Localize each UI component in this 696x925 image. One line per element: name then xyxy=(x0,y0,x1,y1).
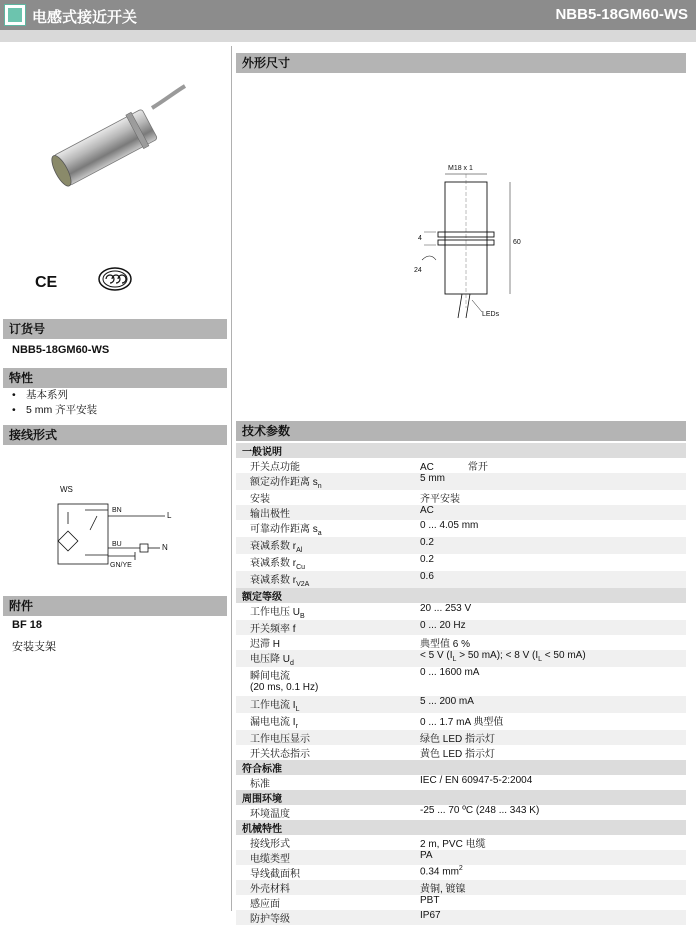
spec-row: 工作电流 $I_L$ 5 ... 200 mA xyxy=(236,696,686,713)
accessories-heading: 附件 xyxy=(3,596,227,616)
connection-heading: 接线形式 xyxy=(3,425,227,445)
wiring-label: WS xyxy=(60,485,73,494)
nut-label: 4 xyxy=(418,235,422,242)
wire-bu-label: BU xyxy=(112,541,122,548)
spec-row: 衰减系数 $r_{V2A}$ 0.6 xyxy=(236,571,686,588)
spec-row: 开关点功能 AC 常开 xyxy=(250,462,488,473)
spec-group-header: 周围环境 xyxy=(236,790,686,805)
certification-marks xyxy=(30,265,150,295)
spec-row: 电压降 $U_d$ < 5 V ($I_L > 50$ mA); < 8 V ($I_L < 50$ mA) xyxy=(236,650,686,667)
order-number: NBB5-18GM60-WS xyxy=(12,344,110,356)
spec-row: 漏电电流 $I_r$ 0 ... 1.7 mA 典型值 xyxy=(250,717,504,730)
model-number: NBB5-18GM60-WS xyxy=(555,6,688,23)
spec-group-header: 符合标准 xyxy=(236,760,686,775)
thread-label: M18 x 1 xyxy=(448,165,473,172)
spec-group-header: 一般说明 xyxy=(236,443,686,458)
spec-group-header: 机械特性 xyxy=(236,820,686,835)
feature-item: • 5 mm 齐平安装 xyxy=(12,403,97,418)
accessory-item: BF 18 xyxy=(12,619,42,631)
spec-row: 感应面 PBT xyxy=(250,895,440,910)
ce-mark-icon: CE xyxy=(35,274,58,291)
brand-logo-icon xyxy=(4,4,26,26)
header-subbar xyxy=(0,30,696,42)
spec-row: 瞬间电流 (20 ms, 0.1 Hz) 0 ... 1600 mA xyxy=(250,667,480,693)
spec-row: 接线形式 2 m, PVC 电缆 xyxy=(250,839,486,850)
spec-row: 衰减系数 $r_{Cu}$ 0.2 xyxy=(250,554,434,571)
wire-bn-label: BN xyxy=(112,507,122,514)
dimensions-heading: 外形尺寸 xyxy=(236,53,686,73)
leds-label: LEDs xyxy=(482,311,500,318)
ccc-mark-icon xyxy=(99,268,131,290)
spec-table xyxy=(236,443,686,925)
spec-row: 防护等级 IP67 xyxy=(236,910,686,925)
spec-row: 迟滞 H 典型值 6 % xyxy=(250,639,471,650)
spec-row: 工作电压 $U_B$ 20 ... 253 V xyxy=(250,603,472,620)
page-title: 电感式接近开关 xyxy=(32,9,138,26)
order-heading: 订货号 xyxy=(3,319,227,339)
spec-row: 电缆类型 PA xyxy=(236,850,686,865)
wire-l-label: L xyxy=(167,511,172,520)
spec-row: 衰减系数 $r_{Al}$ 0.2 xyxy=(236,537,686,554)
spec-row: 安装 齐平安装 xyxy=(250,494,460,505)
accessory-desc: 安装支架 xyxy=(12,641,56,653)
spec-group-header: 额定等级 xyxy=(236,588,686,603)
wire-n-label: N xyxy=(162,543,168,552)
spec-row: 外壳材料 黄铜, 镀镍 xyxy=(236,880,686,895)
spec-row: 标准 IEC / EN 60947-5-2:2004 xyxy=(250,775,533,790)
wiring-diagram xyxy=(50,480,190,575)
spec-row: 开关频率 f 0 ... 20 Hz xyxy=(236,620,686,635)
features-list xyxy=(12,388,97,418)
spec-row: 可靠动作距离 $s_a$ 0 ... 4.05 mm xyxy=(250,520,479,537)
specs-heading: 技术参数 xyxy=(236,421,686,441)
length-label: 60 xyxy=(513,239,521,246)
feature-item: • 基本系列 xyxy=(12,388,97,403)
spec-row: 额定动作距离 $s_n$ 5 mm xyxy=(236,473,686,490)
dimension-drawing xyxy=(400,160,530,330)
wrench-label: 24 xyxy=(414,267,422,274)
spec-row: 工作电压显示 绿色 LED 指示灯 xyxy=(236,730,686,745)
column-divider xyxy=(231,46,232,911)
spec-row: 输出极性 AC xyxy=(236,505,686,520)
wire-gnye-label: GN/YE xyxy=(110,562,132,569)
features-heading: 特性 xyxy=(3,368,227,388)
product-image xyxy=(40,70,200,200)
spec-row: 开关状态指示 黄色 LED 指示灯 xyxy=(250,749,496,760)
spec-row: 环境温度 -25 ... 70 ºC (248 ... 343 K) xyxy=(250,805,540,820)
spec-row: 导线截面积 0.34 $mm^2$ xyxy=(250,865,463,880)
header-bar xyxy=(0,0,696,30)
